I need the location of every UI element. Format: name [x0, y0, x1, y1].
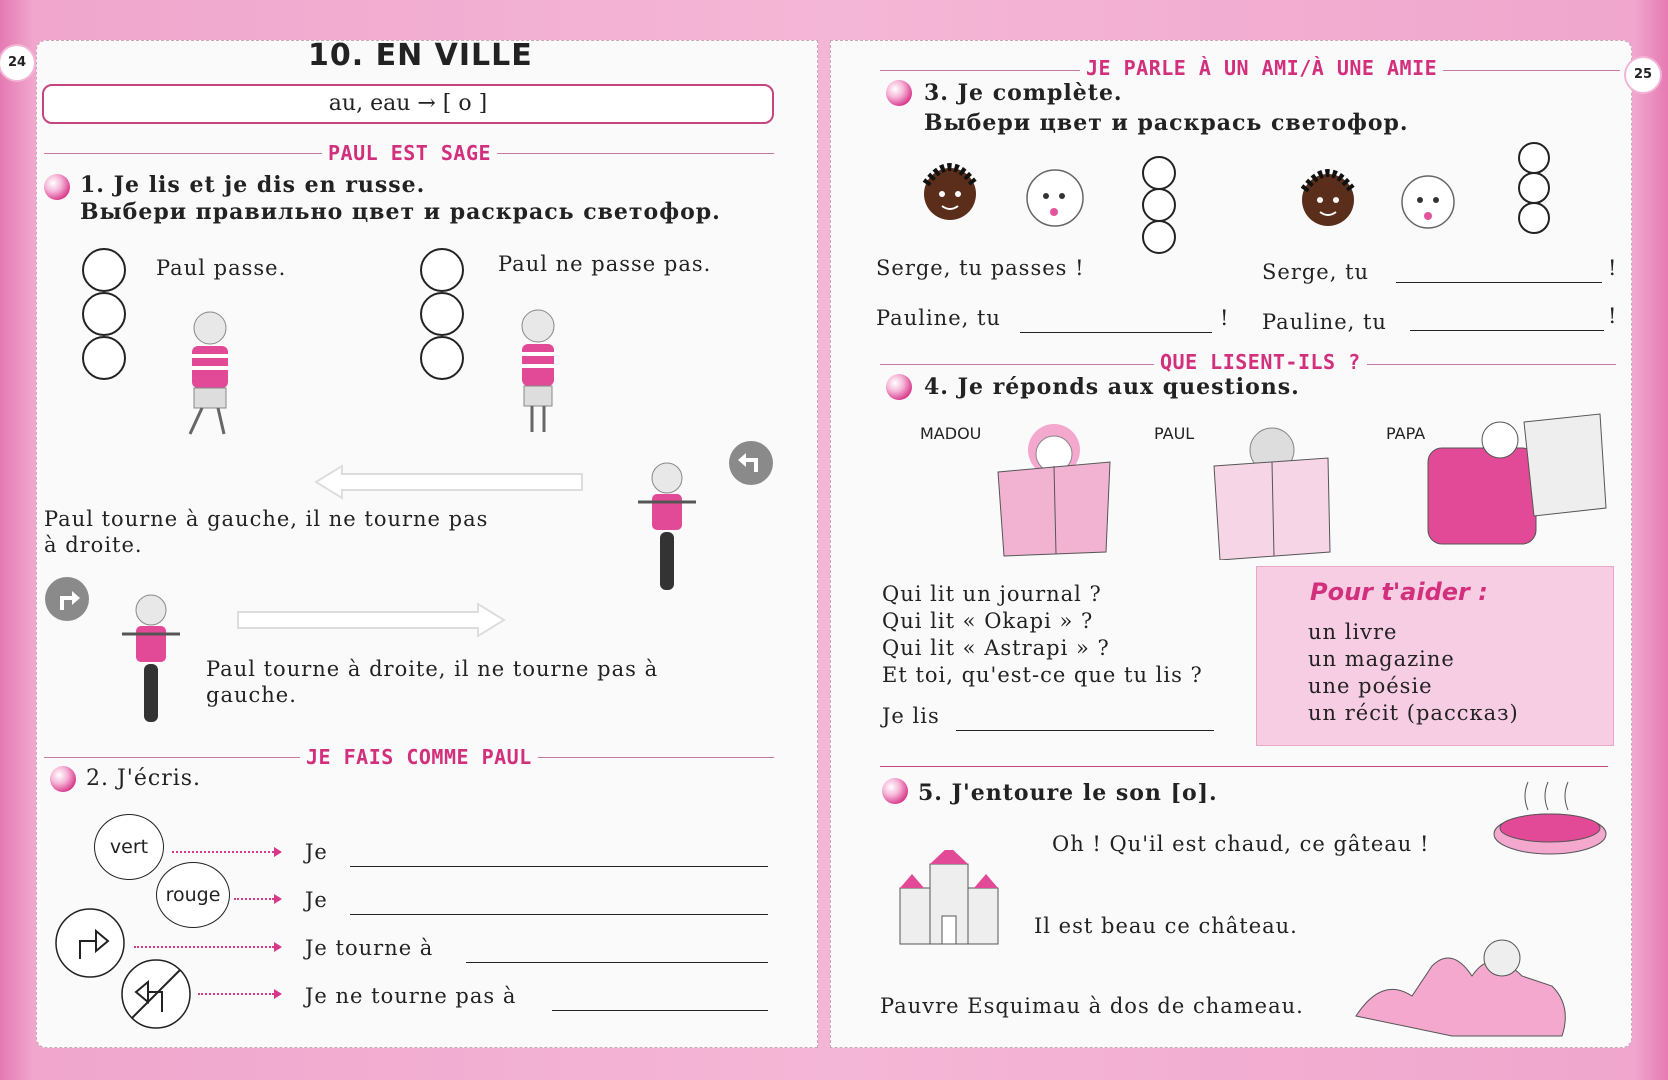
exclamation-mark: ! — [1608, 304, 1618, 328]
pauline-face-illustration — [1396, 170, 1460, 234]
je-lis-label: Je lis — [882, 704, 940, 728]
boy-standing-illustration — [508, 308, 568, 438]
write-label: Je — [305, 888, 328, 912]
traffic-light-bottom[interactable] — [420, 336, 464, 380]
exclamation-mark: ! — [1220, 306, 1230, 330]
answer-line[interactable] — [1020, 332, 1212, 333]
left-arrow-outline-icon — [312, 462, 587, 502]
dotted-arrow — [198, 993, 274, 995]
section-que-lisent-ils: QUE LISENT-ILS ? — [1154, 350, 1367, 374]
traffic-light-middle[interactable] — [1142, 188, 1176, 222]
question-astrapi: Qui lit « Astrapi » ? — [882, 636, 1110, 660]
divider — [880, 766, 1608, 767]
answer-line[interactable] — [956, 730, 1214, 731]
task-bullet-icon — [886, 374, 912, 400]
boy-walking-illustration — [172, 310, 242, 440]
write-label: Je — [305, 840, 328, 864]
answer-line[interactable] — [466, 962, 768, 963]
help-item: une poésie — [1308, 674, 1433, 698]
help-item: un livre — [1308, 620, 1398, 644]
section-paul-est-sage: PAUL EST SAGE — [322, 141, 497, 165]
page-number-left: 24 — [0, 46, 34, 80]
help-item: un magazine — [1308, 647, 1455, 671]
help-note-title: Pour t'aider : — [1310, 578, 1488, 606]
sentence-gateau: Oh ! Qu'il est chaud, ce gâteau ! — [1052, 832, 1430, 856]
dotted-arrow — [234, 898, 274, 900]
task1-title: 1. Je lis et je dis en russe. — [80, 172, 426, 198]
lesson-title: 10. EN VILLE — [308, 38, 533, 73]
section-je-parle: JE PARLE À UN AMI/À UNE AMIE — [1080, 56, 1443, 80]
boy-cycling-back-illustration — [632, 460, 702, 595]
madou-reading-illustration — [994, 416, 1114, 560]
right-arrow-outline-icon — [234, 600, 509, 640]
droite-text-line2: gauche. — [206, 683, 297, 707]
answer-line[interactable] — [1396, 282, 1602, 283]
traffic-light-middle[interactable] — [1518, 172, 1550, 204]
task3-title: 3. Je complète. — [924, 80, 1123, 106]
task5-title: 5. J'entoure le son [o]. — [918, 780, 1218, 806]
task4-title: 4. Je réponds aux questions. — [924, 374, 1300, 400]
word-bubble-vert: vert — [94, 814, 164, 880]
task-bullet-icon — [882, 778, 908, 804]
section-je-fais-comme-paul: JE FAIS COMME PAUL — [300, 745, 538, 769]
turn-right-sign-icon — [44, 576, 90, 622]
answer-line[interactable] — [350, 914, 768, 915]
traffic-light-top[interactable] — [1518, 142, 1550, 174]
serge-face-illustration — [914, 154, 986, 232]
help-item: un récit (рассказ) — [1308, 701, 1519, 725]
sentence-chateau: Il est beau ce château. — [1034, 914, 1298, 938]
question-journal: Qui lit un journal ? — [882, 582, 1102, 606]
castle-illustration — [884, 850, 1014, 946]
task2-title: 2. J'écris. — [86, 766, 202, 791]
task-bullet-icon — [44, 174, 70, 200]
pauline-face-illustration — [1020, 162, 1090, 232]
no-left-turn-sign-icon — [120, 958, 192, 1030]
task3-instruction: Выбери цвет и раскрась светофор. — [924, 110, 1409, 136]
traffic-light-middle[interactable] — [420, 292, 464, 336]
name-madou: MADOU — [920, 424, 982, 443]
turn-right-sign-icon — [54, 907, 126, 979]
dotted-arrow — [172, 851, 274, 853]
dialogue-serge-passes: Serge, tu passes ! — [876, 256, 1085, 280]
dialogue-pauline-label: Pauline, tu — [876, 306, 1001, 330]
question-okapi: Qui lit « Okapi » ? — [882, 609, 1094, 633]
answer-line[interactable] — [350, 866, 768, 867]
dialogue-serge-label: Serge, tu — [1262, 260, 1370, 284]
traffic-light-bottom[interactable] — [1142, 220, 1176, 254]
task-bullet-icon — [50, 766, 76, 792]
gauche-text-line1: Paul tourne à gauche, il ne tourne pas — [44, 507, 489, 531]
traffic-light-bottom[interactable] — [82, 336, 126, 380]
dotted-arrow — [134, 946, 274, 948]
dialogue-pauline-label: Pauline, tu — [1262, 310, 1387, 334]
paul-reading-illustration — [1212, 416, 1332, 560]
write-label: Je ne tourne pas à — [305, 984, 517, 1008]
papa-reading-illustration — [1424, 412, 1608, 548]
sound-rule-box — [42, 84, 774, 124]
gauche-text-line2: à droite. — [44, 533, 143, 557]
name-papa: PAPA — [1386, 424, 1426, 443]
task-bullet-icon — [886, 80, 912, 106]
turn-left-sign-icon — [728, 440, 774, 486]
name-paul: PAUL — [1154, 424, 1195, 443]
traffic-light-top[interactable] — [420, 248, 464, 292]
droite-text-line1: Paul tourne à droite, il ne tourne pas à — [206, 657, 659, 681]
cake-illustration — [1488, 776, 1612, 860]
page-number-right: 25 — [1626, 58, 1660, 92]
task1-instruction: Выбери правильно цвет и раскрась светофор. — [80, 199, 721, 225]
eskimo-camel-illustration — [1352, 936, 1612, 1042]
answer-line[interactable] — [552, 1010, 768, 1011]
traffic-light-middle[interactable] — [82, 292, 126, 336]
write-label: Je tourne à — [305, 936, 434, 960]
sentence-chameau: Pauvre Esquimau à dos de chameau. — [880, 994, 1304, 1018]
paul-ne-passe-text: Paul ne passe pas. — [498, 252, 712, 276]
sound-rule: au, eau → [ o ] — [328, 91, 488, 116]
boy-cycling-front-illustration — [116, 592, 186, 727]
serge-face-illustration — [1292, 160, 1364, 238]
word-bubble-rouge: rouge — [156, 862, 230, 928]
paul-passe-text: Paul passe. — [156, 256, 287, 280]
traffic-light-top[interactable] — [82, 248, 126, 292]
answer-line[interactable] — [1410, 330, 1604, 331]
traffic-light-top[interactable] — [1142, 156, 1176, 190]
exclamation-mark: ! — [1608, 256, 1618, 280]
traffic-light-bottom[interactable] — [1518, 202, 1550, 234]
question-toi: Et toi, qu'est-ce que tu lis ? — [882, 663, 1203, 687]
